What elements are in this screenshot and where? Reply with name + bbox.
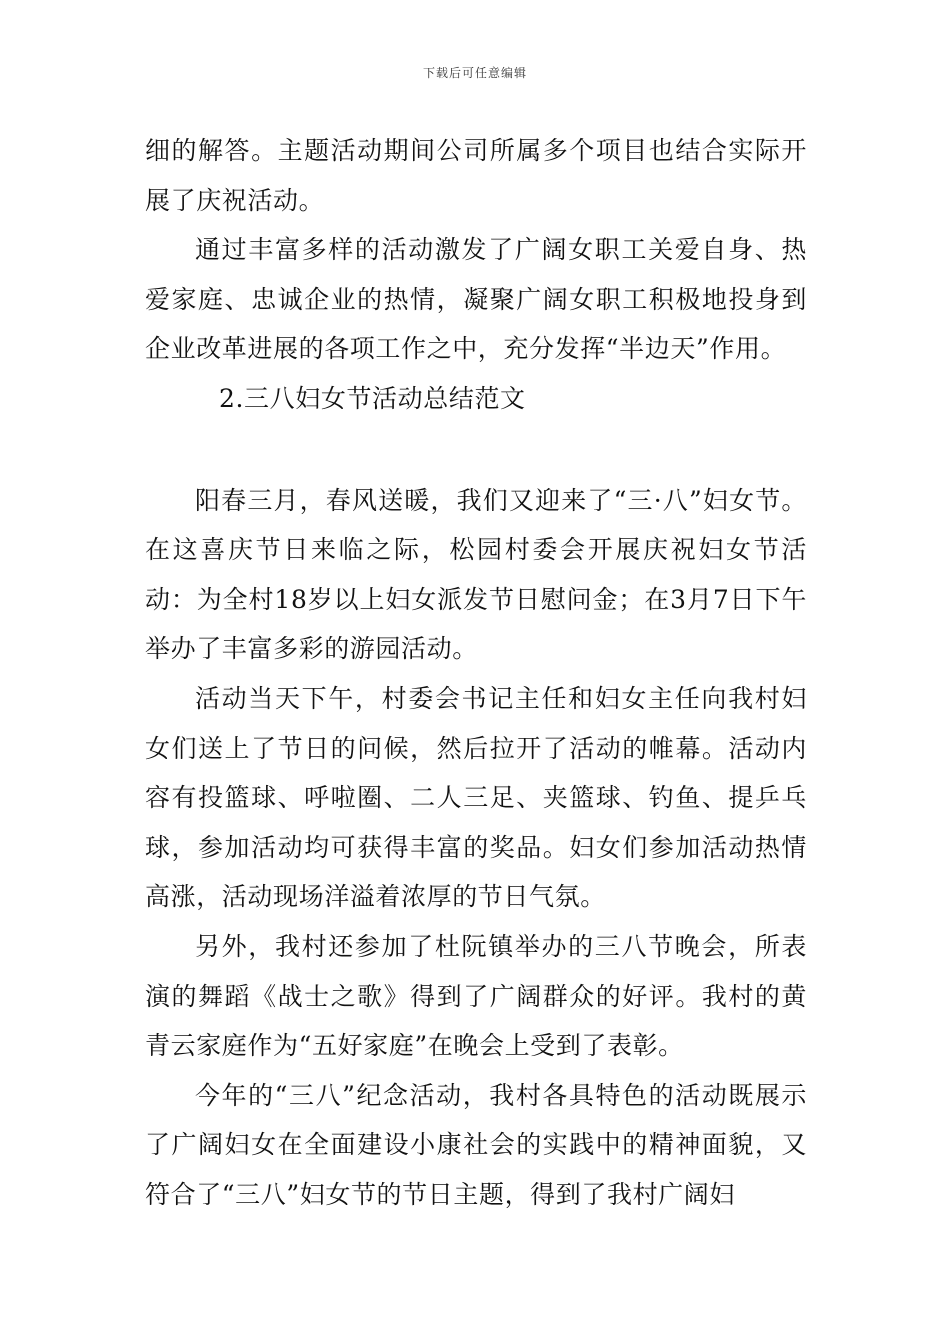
document-body bbox=[145, 126, 807, 1219]
paragraph: 另外，我村还参加了杜阮镇举办的三八节晚会，所表演的舞蹈《战士之歌》得到了广阔群众的好评。我村的黄青云家庭作为“五好家庭”在晚会上受到了表彰。 bbox=[145, 931, 807, 1061]
page-header-note: 下载后可任意编辑 bbox=[422, 66, 527, 80]
section-spacer bbox=[145, 424, 807, 476]
section-heading: 2.三八妇女节活动总结范文 bbox=[219, 383, 526, 413]
paragraph: 通过丰富多样的活动激发了广阔女职工关爱自身、热爱家庭、忠诚企业的热情，凝聚广阔女职工积极地投身到企业改革进展的各项工作之中，充分发挥“半边天”作用。 bbox=[145, 235, 807, 364]
paragraph: 活动当天下午，村委会书记主任和妇女主任向我村妇女们送上了节日的问候，然后拉开了活动的帷幕。活动内容有投篮球、呼啦圈、二人三足、夹篮球、钓鱼、提乒乓球，参加活动均可获得丰富的奖品。妇女们参加活动热情高涨，活动现场洋溢着浓厚的节日气氛。 bbox=[145, 683, 807, 912]
paragraph: 阳春三月，春风送暖，我们又迎来了“三·八”妇女节。在这喜庆节日来临之际，松园村委会开展庆祝妇女节活动：为全村18岁以上妇女派发节日慰问金；在3月7日下午举办了丰富多彩的游园活动。 bbox=[145, 485, 807, 664]
paragraph: 今年的“三八”纪念活动，我村各具特色的活动既展示了广阔妇女在全面建设小康社会的实践中的精神面貌，又符合了“三八”妇女节的节日主题，得到了我村广阔妇 bbox=[145, 1080, 807, 1209]
paragraph-continuation: 细的解答。主题活动期间公司所属多个项目也结合实际开展了庆祝活动。 bbox=[145, 136, 807, 215]
